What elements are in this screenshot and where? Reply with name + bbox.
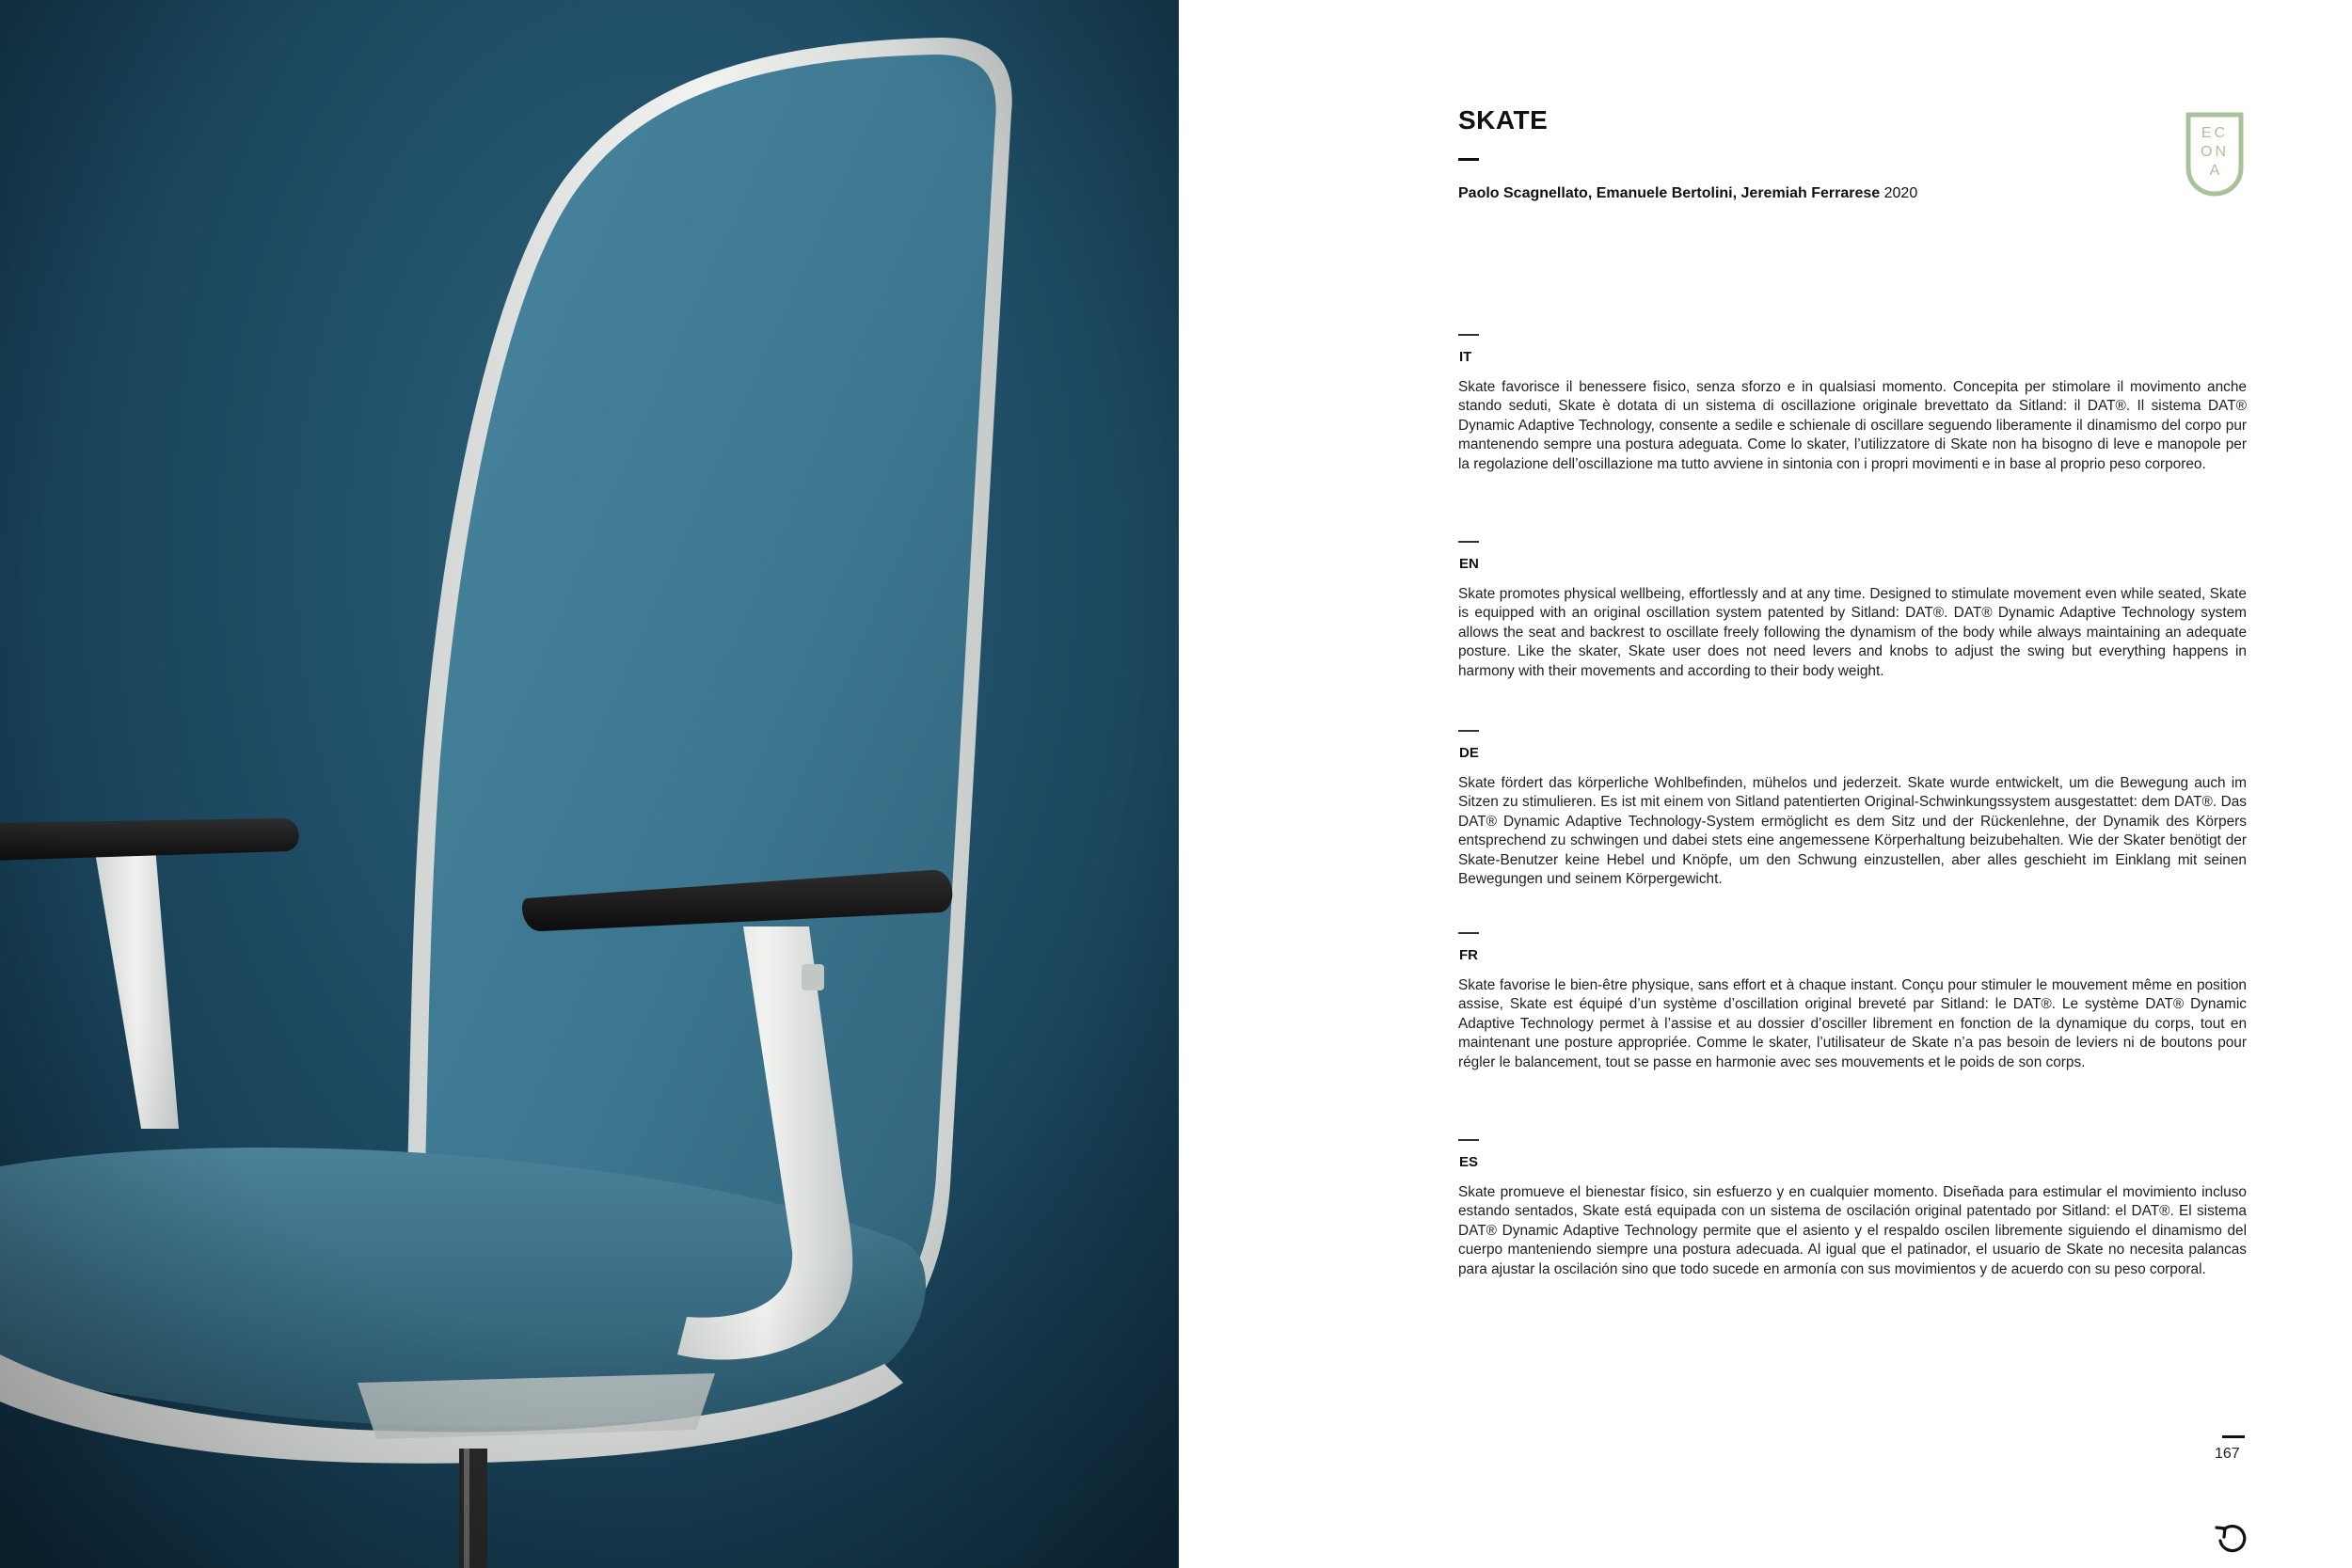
section-text: Skate favorisce il benessere fisico, senza sforzo e in qualsiasi momento. Concepita per stimolare il movimento anche stando seduti, Skate è dotata di un sistema di oscillazione originale brevettato da Sitland: il DAT®. Il sistema DAT® Dynamic Adaptive Technology, consente a sedile e schienale di oscillare seguendo liberamente il dinamismo del corpo pur mantenendo sempre una postura adeguata. Come lo skater, l’utilizzatore di Skate non ha bisogno di leve e manopole per la regolazione dell’oscillazione ma tutto avviene in sintonia con i propri movimenti e in base al proprio peso corporeo. bbox=[1458, 379, 2247, 472]
section-text: Skate fördert das körperliche Wohlbefinden, mühelos und jederzeit. Skate wurde entwickelt, um die Bewegung auch im Sitzen zu stimulieren. Es ist mit einem von Sitland patentierten Original-Schwinkungssystem ausgestattet: dem DAT®. Das DAT® Dynamic Adaptive Technology-System ermöglicht es dem Sitz und der Rückenlehne, der Dynamik des Körpers entsprechend zu schwingen und dabei stets eine angemessene Körperhaltung beizubehalten. Wie der Skater benötigt der Skate-Benutzer keine Hebel und Knöpfe, um den Schwung einzustellen, aber alles geschieht im Einklang mit seinen Bewegungen und seinem Körpergewicht. bbox=[1458, 775, 2247, 888]
language-code: IT bbox=[1459, 349, 1472, 365]
design-year: 2020 bbox=[1883, 185, 1918, 201]
back-button[interactable] bbox=[2213, 1518, 2250, 1556]
language-code: DE bbox=[1459, 745, 1479, 761]
section-divider bbox=[1458, 541, 1479, 543]
section-divider bbox=[1458, 730, 1479, 732]
section-it bbox=[1458, 334, 2247, 474]
section-es bbox=[1458, 1139, 2247, 1279]
page-number-divider bbox=[2222, 1435, 2245, 1438]
page-number: 167 bbox=[2215, 1446, 2240, 1462]
econa-logo-icon bbox=[2185, 111, 2245, 198]
undo-arrow-icon bbox=[2213, 1518, 2250, 1556]
section-en bbox=[1458, 541, 2247, 681]
section-fr bbox=[1458, 932, 2247, 1072]
language-code: FR bbox=[1459, 947, 1478, 963]
designers-names: Paolo Scagnellato, Emanuele Bertolini, Jeremiah Ferrarese bbox=[1458, 185, 1881, 201]
svg-text:A: A bbox=[2209, 163, 2220, 179]
section-text: Skate favorise le bien-être physique, sans effort et à chaque instant. Conçu pour stimuler le mouvement même en position assise, Skate est équipé d’un système d’oscillation original breveté par Sitland: le DAT®. Le système DAT® Dynamic Adaptive Technology permet à l’assise et au dossier d’osciller librement en fonction de la dynamique du corps, tout en maintenant une posture appropriée. Comme le skater, l’utilisateur de Skate n’a pas besoin de leviers ni de boutons pour régler le balancement, tout se passe en harmonie avec ses mouvements et le poids de son corps. bbox=[1458, 977, 2247, 1070]
section-de bbox=[1458, 730, 2247, 889]
language-code: ES bbox=[1459, 1154, 1479, 1170]
section-divider bbox=[1458, 932, 1479, 934]
svg-text:EC: EC bbox=[2201, 125, 2229, 141]
svg-text:ON: ON bbox=[2201, 144, 2229, 160]
section-text: Skate promotes physical wellbeing, effortlessly and at any time. Designed to stimulate movement even while seated, Skate is equipped with an original oscillation system patented by Sitland: DAT®. DAT® Dynamic Adaptive Technology system allows the seat and backrest to oscillate freely following the dynamism of the body while always maintaining an adequate posture. Like the skater, Skate user does not need levers and knobs to adjust the swing but everything happens in harmony with their movements and according to their body weight. bbox=[1458, 586, 2247, 679]
section-divider bbox=[1458, 1139, 1479, 1141]
section-text: Skate promueve el bienestar físico, sin esfuerzo y en cualquier momento. Diseñada para estimular el movimiento incluso estando sentados, Skate está equipada con un sistema de oscilación original patentado por Sitland: el DAT®. El sistema DAT® Dynamic Adaptive Technology permite que el asiento y el respaldo oscilen libremente siguiendo el dinamismo del cuerpo manteniendo siempre una postura adecuada. Al igual que el patinador, el usuario de Skate no necesita palancas para ajustar la oscilación sino que todo sucede en armonía con sus movimientos y de acuerdo con su peso corporal. bbox=[1458, 1184, 2247, 1277]
title-divider bbox=[1458, 158, 1479, 161]
language-code: EN bbox=[1459, 556, 1479, 572]
section-divider bbox=[1458, 334, 1479, 336]
product-title: SKATE bbox=[1458, 105, 1549, 135]
designers-credit bbox=[1458, 185, 1917, 202]
